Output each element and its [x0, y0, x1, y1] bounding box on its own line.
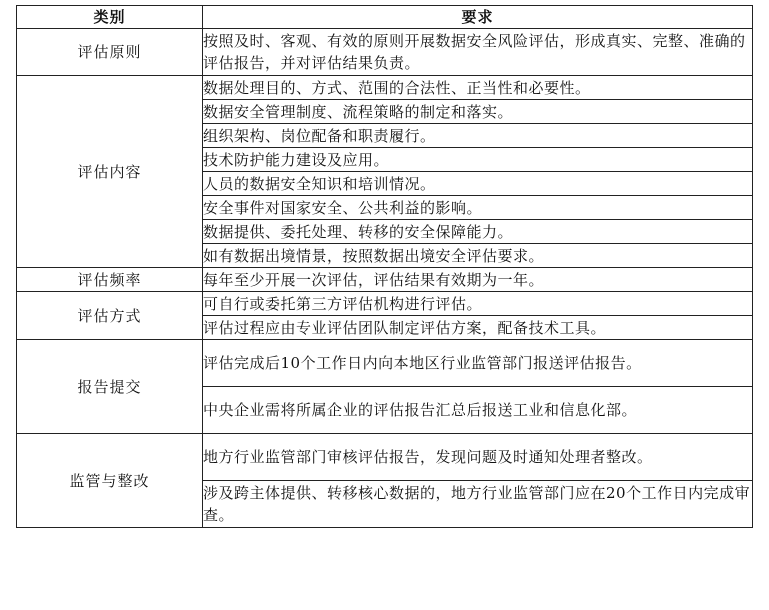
table-row [17, 29, 753, 76]
category-cell: 监管与整改 [17, 434, 203, 528]
category-cell: 评估方式 [17, 292, 203, 340]
table-row [17, 76, 753, 100]
requirements-table [16, 5, 753, 528]
requirement-cell: 技术防护能力建设及应用。 [203, 148, 753, 172]
requirement-cell: 评估完成后10个工作日内向本地区行业监管部门报送评估报告。 [203, 340, 753, 387]
requirement-cell: 每年至少开展一次评估，评估结果有效期为一年。 [203, 268, 753, 292]
requirement-cell: 评估过程应由专业评估团队制定评估方案，配备技术工具。 [203, 316, 753, 340]
requirement-cell: 地方行业监管部门审核评估报告，发现问题及时通知处理者整改。 [203, 434, 753, 481]
requirement-cell: 中央企业需将所属企业的评估报告汇总后报送工业和信息化部。 [203, 387, 753, 434]
requirement-cell: 安全事件对国家安全、公共利益的影响。 [203, 196, 753, 220]
category-cell: 评估原则 [17, 29, 203, 76]
category-cell: 评估内容 [17, 76, 203, 268]
requirement-cell: 如有数据出境情景，按照数据出境安全评估要求。 [203, 244, 753, 268]
requirement-cell: 数据处理目的、方式、范围的合法性、正当性和必要性。 [203, 76, 753, 100]
table-row [17, 434, 753, 481]
requirement-cell: 组织架构、岗位配备和职责履行。 [203, 124, 753, 148]
table-row [17, 340, 753, 387]
category-cell: 评估频率 [17, 268, 203, 292]
requirement-cell: 按照及时、客观、有效的原则开展数据安全风险评估，形成真实、完整、准确的评估报告，并对评估结果负责。 [203, 29, 753, 76]
table-row [17, 268, 753, 292]
table-header-row [17, 6, 753, 29]
requirement-cell: 数据安全管理制度、流程策略的制定和落实。 [203, 100, 753, 124]
table-row [17, 292, 753, 316]
requirement-cell: 人员的数据安全知识和培训情况。 [203, 172, 753, 196]
category-cell: 报告提交 [17, 340, 203, 434]
header-requirement: 要求 [203, 6, 753, 29]
requirement-cell: 涉及跨主体提供、转移核心数据的，地方行业监管部门应在20个工作日内完成审查。 [203, 481, 753, 528]
requirement-cell: 数据提供、委托处理、转移的安全保障能力。 [203, 220, 753, 244]
header-category: 类别 [17, 6, 203, 29]
requirement-cell: 可自行或委托第三方评估机构进行评估。 [203, 292, 753, 316]
